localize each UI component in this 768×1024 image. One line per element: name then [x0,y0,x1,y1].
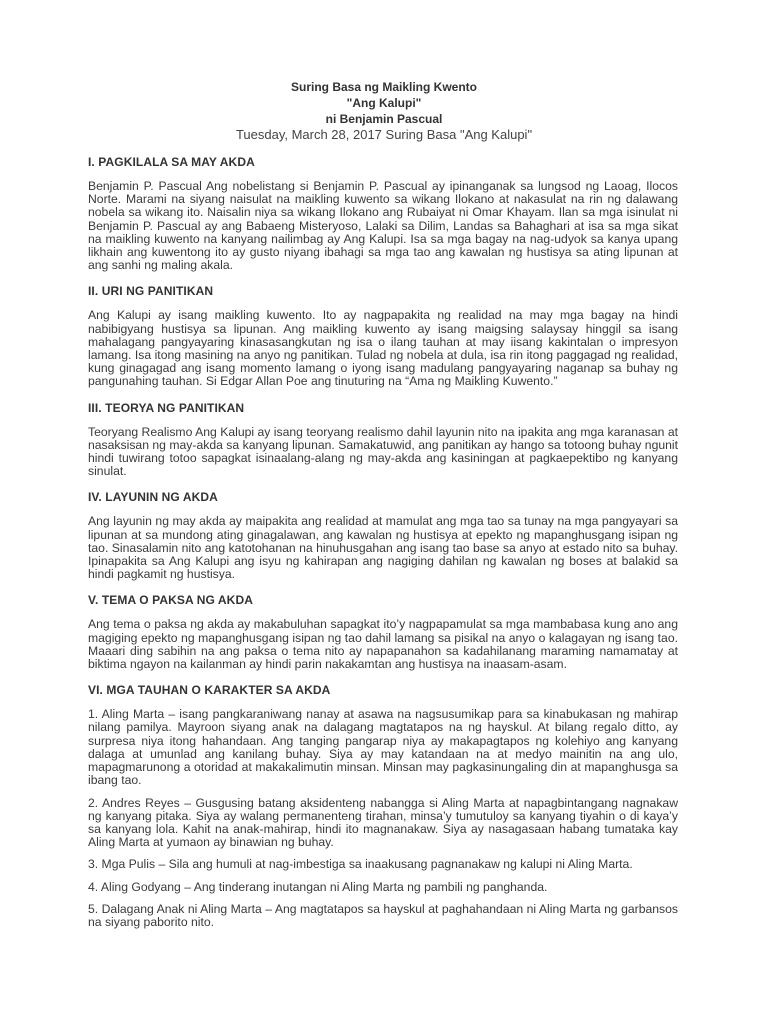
character-item: 3. Mga Pulis – Sila ang humuli at nag-imbestiga sa inaakusang pagnanakaw ng kalupi ni Aling Marta. [88,857,633,872]
character-item: 2. Andres Reyes – Gusgusing batang aksidenteng nabangga si Aling Marta at napagbintangang nagnakaw ng kanyang pitaka. Siya ay walang permanenteng tirahan, minsa’y tumutuloy sa kanyang tiyahin o di kaya’y sa kanyang lola. Kahit na anak-mahirap, hindi ito magnanakaw. Siya ay nasagasaan habang tumataka kay Aling Marta at yumaon ay binawian ng buhay. [88,795,678,850]
dateline: Tuesday, March 28, 2017 Suring Basa "Ang Kalupi" [235,127,533,142]
section-heading-layunin: IV. LAYUNIN NG AKDA [88,490,218,505]
section-heading-pagkilala: I. PAGKILALA SA MAY AKDA [88,155,255,169]
section-heading-tema: V. TEMA O PAKSA NG AKDA [88,593,253,608]
character-item: 5. Dalagang Anak ni Aling Marta – Ang magtatapos sa hayskul at paghahandaan ni Aling Marta ng garbansos na siyang paborito nito. [88,901,678,929]
section-body-pagkilala: Benjamin P. Pascual Ang nobelistang si Benjamin P. Pascual ay ipinanganak sa lungsod ng Laoag, Ilocos Norte. Marami na siyang naisulat na maikling kuwento sa wikang Ilokano at nakasulat na rin ng dalawang nobela sa wikang ito. Naisalin niya sa wikang Ilokano ang Rubaiyat ni Omar Khayam. Ilan sa mga isinulat ni Benjamin P. Pascual ay ang Babaeng Misteryoso, Lalaki sa Dilim, Landas sa Bahaghari at isa sa mga sikat na maikling kuwento na kanyang nailimbag ay Ang Kalupi. Isa sa mga bagay na nag-udyok sa kanya upang likhain ang kuwentong ito ay gusto niyang ibahagi sa mga tao ang kawalan ng hustisya sa ating lipunan at ang sanhi ng maling akala. [88,179,678,273]
character-item: 4. Aling Godyang – Ang tinderang inutangan ni Aling Marta ng pambili ng panghanda. [88,879,548,894]
section-body-layunin: Ang layunin ng may akda ay maipakita ang realidad at mamulat ang mga tao sa tunay na mga pangyayari sa lipunan at sa mundong ating ginagalawan, ang kawalan ng hustisya at epekto ng mapanghusgang isipan ng tao. Sinasalamin nito ang katotohanan na hinuhusgahan ang isang tao base sa anyo at estado nito sa buhay. Ipinapakita sa Ang Kalupi ang isyu ng kahirapan ang nagiging dahilan ng kawalan ng boses at balakid sa hindi pagkamit ng hustisya. [88,514,678,582]
section-body-uri: Ang Kalupi ay isang maikling kuwento. Ito ay nagpapakita ng realidad na may mga bagay na hindi nabibigyang hustisya sa lipunan. Ang maikling kuwento ay isang maigsing salaysay hinggil sa isang mahalagang pangyayaring kinasasangkutan ng isa o ilang tauhan at may iisang kakintalan o impresyon lamang. Isa itong masining na anyo ng panitikan. Tulad ng nobela at dula, isa rin itong paggagad ng realidad, kung ginagagad ang isang momento lamang o iyong isang madulang pangyayaring naganap sa buhay ng pangunahing tauhan. Si Edgar Allan Poe ang tinuturing na “Ama ng Maikling Kuwento.” [88,308,678,389]
character-item: 1. Aling Marta – isang pangkaraniwang nanay at asawa na nagsusumikap para sa kinabukasan ng mahirap nilang pamilya. Mayroon siyang anak na dalagang magtatapos na ng hayskul. At bilang regalo ditto, ay surpresa niya itong hahandaan. Ang tanging pangarap niya ay makapagtapos ng kolehiyo ang kanyang dalaga at umunlad ang kanilang buhay. Siya ay may katandaan na at medyo mainitin na ang ulo, mapagmarunong a otoridad at makakalimutin minsan. Minsan may pagkasinungaling din at mapanghusga sa ibang tao. [88,707,678,788]
section-heading-uri: II. URI NG PANITIKAN [88,284,214,299]
story-title: "Ang Kalupi" [346,96,422,110]
section-body-tema: Ang tema o paksa ng akda ay makabuluhan sapagkat ito’y nagpapamulat sa mga mambabasa kung ano ang magiging epekto ng mapanghusgang isipan ng tao dahil lamang sa pisikal na anyo o kalagayan ng isang tao. Maaari ding sabihin na ang paksa o tema nito ay napapanahon sa kadahilanang maraming namamatay at biktima ngayon na kailanman ay hindi parin nakakamtan ang hustisya na inaasam-asam. [88,617,678,672]
section-body-teorya: Teoryang Realismo Ang Kalupi ay isang teoryang realismo dahil layunin nito na ipakita ang mga karanasan at nasaksisan ng may-akda sa kanyang lipunan. Samakatuwid, ang panitikan ay hango sa totoong buhay ngunit hindi tuwirang totoo sapagkat isinaalang-alang ng may-akda ang kasiningan at pagkaepektibo ng kanyang sinulat. [88,424,678,479]
section-heading-teorya: III. TEORYA NG PANITIKAN [88,400,245,415]
author-line: ni Benjamin Pascual [325,112,443,126]
document-header [0,79,768,143]
document-body [88,154,678,938]
document-title: Suring Basa ng Maikling Kwento [290,80,478,94]
section-heading-tauhan: VI. MGA TAUHAN O KARAKTER SA AKDA [88,683,331,698]
